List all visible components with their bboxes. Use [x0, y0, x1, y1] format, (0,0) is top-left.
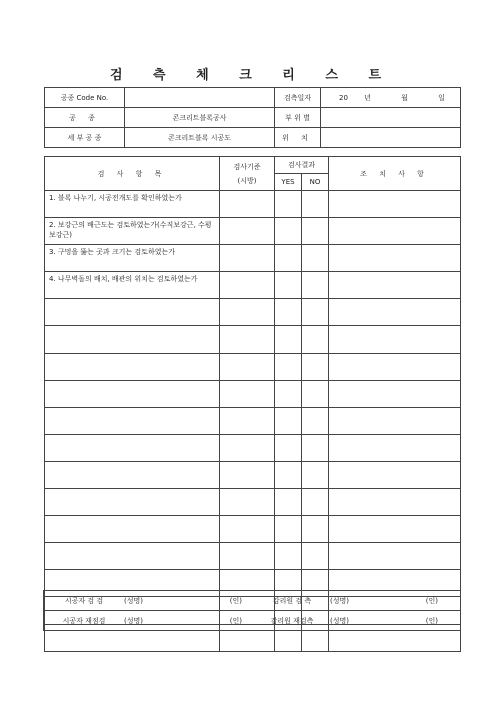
name-placeholder: (성명): [330, 616, 349, 625]
yes-cell[interactable]: [275, 407, 302, 434]
item-cell[interactable]: [45, 516, 220, 543]
part-value[interactable]: [321, 108, 461, 128]
part-label: 부 위 별: [275, 108, 321, 128]
contractor-recheck-label: 시공자 재점검: [62, 616, 106, 625]
standard-cell[interactable]: [220, 245, 275, 272]
work-label: 공 종: [45, 108, 125, 128]
standard-cell[interactable]: [220, 516, 275, 543]
no-cell[interactable]: [302, 272, 329, 299]
col-no-header: NO: [302, 174, 329, 191]
table-row: [45, 489, 461, 516]
location-value[interactable]: [321, 128, 461, 148]
item-cell[interactable]: 3. 구멍을 뚫는 곳과 크기는 검토하였는가: [45, 245, 220, 272]
col-result-header: 검사결과: [275, 157, 329, 174]
no-cell[interactable]: [302, 245, 329, 272]
no-cell[interactable]: [302, 380, 329, 407]
code-label: 공종 Code No.: [45, 88, 125, 108]
no-cell[interactable]: [302, 461, 329, 488]
action-cell[interactable]: [329, 516, 461, 543]
no-cell[interactable]: [302, 353, 329, 380]
action-cell[interactable]: [329, 461, 461, 488]
table-row: [45, 218, 461, 245]
table-row: [45, 272, 461, 299]
table-row: [45, 245, 461, 272]
date-month-unit: 월: [401, 93, 408, 102]
table-row: [45, 543, 461, 570]
standard-cell[interactable]: [220, 299, 275, 326]
yes-cell[interactable]: [275, 353, 302, 380]
yes-cell[interactable]: [275, 489, 302, 516]
standard-cell[interactable]: [220, 272, 275, 299]
item-cell[interactable]: [45, 489, 220, 516]
yes-cell[interactable]: [275, 543, 302, 570]
no-cell[interactable]: [302, 191, 329, 218]
col-yes-header: YES: [275, 174, 302, 191]
item-cell[interactable]: [45, 461, 220, 488]
action-cell[interactable]: [329, 218, 461, 245]
item-cell[interactable]: [45, 407, 220, 434]
signature-table: [44, 591, 460, 630]
name-placeholder: (성명): [124, 596, 143, 605]
item-cell[interactable]: 2. 보강근의 배근도는 검토하였는가(수직보강근, 수평보강근): [45, 218, 220, 245]
item-cell[interactable]: [45, 434, 220, 461]
action-cell[interactable]: [329, 299, 461, 326]
action-cell[interactable]: [329, 353, 461, 380]
action-cell[interactable]: [329, 407, 461, 434]
table-row: [45, 434, 461, 461]
document-title: 검 측 체 크 리 스 트: [109, 68, 395, 83]
supervisor-check-sign[interactable]: [330, 591, 460, 611]
no-cell[interactable]: [302, 407, 329, 434]
col-action-header: 조 치 사 항: [329, 157, 461, 191]
table-row: [45, 326, 461, 353]
standard-cell[interactable]: [220, 218, 275, 245]
action-cell[interactable]: [329, 434, 461, 461]
yes-cell[interactable]: [275, 218, 302, 245]
action-cell[interactable]: [329, 489, 461, 516]
supervisor-recheck-label: 감리원 재검측: [270, 616, 314, 625]
location-label: 위 치: [275, 128, 321, 148]
no-cell[interactable]: [302, 218, 329, 245]
standard-cell[interactable]: [220, 407, 275, 434]
standard-cell[interactable]: [220, 326, 275, 353]
table-row: [45, 407, 461, 434]
no-cell[interactable]: [302, 489, 329, 516]
col-item-header: 검 사 항 목: [45, 157, 220, 191]
detail-value[interactable]: 콘크리트블록 시공도: [125, 128, 275, 148]
supervisor-check-label: 감리원 검 측: [254, 591, 330, 611]
seal-label: (인): [425, 616, 438, 625]
yes-cell[interactable]: [275, 299, 302, 326]
seal-label: (인): [229, 596, 242, 605]
table-row: [45, 380, 461, 407]
item-cell[interactable]: [45, 353, 220, 380]
standard-cell[interactable]: [220, 434, 275, 461]
item-cell[interactable]: [45, 299, 220, 326]
date-label: 검측일자: [275, 88, 321, 108]
standard-cell[interactable]: [220, 191, 275, 218]
yes-cell[interactable]: [275, 191, 302, 218]
yes-cell[interactable]: [275, 272, 302, 299]
yes-cell[interactable]: [275, 461, 302, 488]
yes-cell[interactable]: [275, 516, 302, 543]
standard-cell[interactable]: [220, 380, 275, 407]
no-cell[interactable]: [302, 516, 329, 543]
item-cell[interactable]: [45, 543, 220, 570]
header-table: [44, 87, 461, 148]
seal-label: (인): [425, 596, 438, 605]
item-cell[interactable]: [45, 326, 220, 353]
yes-cell[interactable]: [275, 434, 302, 461]
work-value[interactable]: 콘크리트블록공사: [125, 108, 275, 128]
date-value[interactable]: [321, 88, 461, 108]
no-cell[interactable]: [302, 543, 329, 570]
detail-label: 세 부 공 종: [45, 128, 125, 148]
checklist-table: [44, 156, 461, 652]
standard-cell[interactable]: [220, 543, 275, 570]
standard-cell[interactable]: [220, 353, 275, 380]
action-cell[interactable]: [329, 380, 461, 407]
seal-label: (인): [229, 616, 242, 625]
yes-cell[interactable]: [275, 326, 302, 353]
action-cell[interactable]: [329, 272, 461, 299]
item-cell[interactable]: [45, 380, 220, 407]
action-cell[interactable]: [329, 326, 461, 353]
contractor-recheck-sign[interactable]: [124, 611, 254, 631]
code-value[interactable]: [125, 88, 275, 108]
item-cell[interactable]: 1. 블록 나누기, 시공전개도를 확인하였는가: [45, 191, 220, 218]
table-row: [45, 299, 461, 326]
no-cell[interactable]: [302, 326, 329, 353]
col-standard-sub: (시방): [237, 176, 257, 185]
yes-cell[interactable]: [275, 245, 302, 272]
action-cell[interactable]: [329, 245, 461, 272]
no-cell[interactable]: [302, 299, 329, 326]
date-year-unit: 년: [364, 93, 371, 102]
col-standard-header: [220, 157, 275, 191]
item-cell[interactable]: 4. 나무벽돌의 배치, 배관의 위치는 검토하였는가: [45, 272, 220, 299]
name-placeholder: (성명): [124, 616, 143, 625]
date-year: 20: [339, 93, 348, 102]
no-cell[interactable]: [302, 434, 329, 461]
table-row: [45, 516, 461, 543]
date-day-unit: 일: [438, 93, 445, 102]
contractor-check-label: 시공자 검 검: [44, 591, 124, 611]
action-cell[interactable]: [329, 191, 461, 218]
table-row: [45, 461, 461, 488]
table-row: [45, 353, 461, 380]
contractor-check-sign[interactable]: [124, 591, 254, 611]
supervisor-recheck-sign[interactable]: [330, 611, 460, 631]
col-standard-label: 검사기준: [233, 162, 261, 171]
standard-cell[interactable]: [220, 461, 275, 488]
standard-cell[interactable]: [220, 489, 275, 516]
yes-cell[interactable]: [275, 380, 302, 407]
table-row: [45, 191, 461, 218]
action-cell[interactable]: [329, 543, 461, 570]
name-placeholder: (성명): [330, 596, 349, 605]
